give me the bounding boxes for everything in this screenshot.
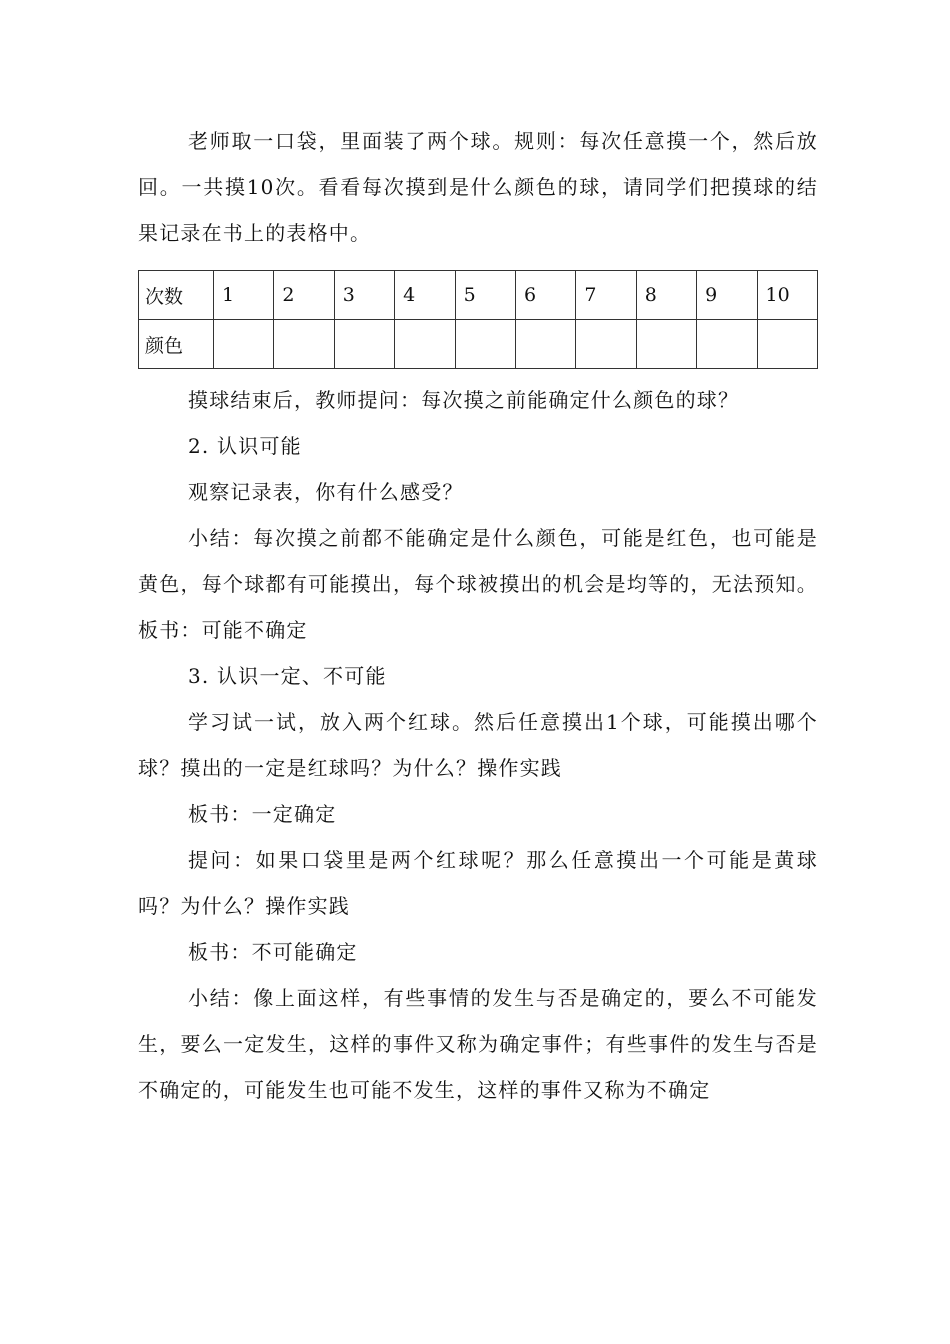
table-row: [139, 320, 818, 369]
table-cell: [636, 320, 696, 369]
table-cell: 5: [455, 271, 515, 320]
table-cell: [274, 320, 334, 369]
table-cell: 2: [274, 271, 334, 320]
table-row-label: 次数: [139, 271, 214, 320]
table-cell: 8: [636, 271, 696, 320]
ball-record-table: [138, 270, 818, 369]
table-cell: [515, 320, 575, 369]
table-cell: [334, 320, 394, 369]
section-heading-certain: 3. 认识一定、不可能: [188, 664, 387, 688]
summary-possible: 小结：每次摸之前都不能确定是什么颜色，可能是红色，也可能是黄色，每个球都有可能摸出，每个球被摸出的机会是均等的，无法预知。板书：可能不确定: [138, 526, 818, 642]
table-row-label: 颜色: [139, 320, 214, 369]
try-it-paragraph: 学习试一试，放入两个红球。然后任意摸出1个球，可能摸出哪个球？摸出的一定是红球吗？为什么？操作实践: [138, 710, 818, 780]
table-cell: [214, 320, 274, 369]
table-cell: [697, 320, 757, 369]
table-cell: 3: [334, 271, 394, 320]
question-red-balls: 提问：如果口袋里是两个红球呢？那么任意摸出一个可能是黄球吗？为什么？操作实践: [138, 848, 818, 918]
section-heading-possible: 2. 认识可能: [188, 434, 302, 458]
board-note-impossible: 板书：不可能确定: [188, 940, 358, 964]
table-cell: [395, 320, 455, 369]
table-cell: 9: [697, 271, 757, 320]
table-cell: 7: [576, 271, 636, 320]
board-note-certain: 板书：一定确定: [188, 802, 337, 826]
summary-events: 小结：像上面这样，有些事情的发生与否是确定的，要么不可能发生，要么一定发生，这样的事件又称为确定事件；有些事件的发生与否是不确定的，可能发生也可能不发生，这样的事件又称为不确定: [138, 986, 818, 1102]
table-cell: 10: [757, 271, 817, 320]
teacher-question: 摸球结束后，教师提问：每次摸之前能确定什么颜色的球？: [188, 388, 740, 412]
table-row: [139, 271, 818, 320]
table-cell: 6: [515, 271, 575, 320]
intro-paragraph: 老师取一口袋，里面装了两个球。规则：每次任意摸一个，然后放回。一共摸10次。看看每次摸到是什么颜色的球，请同学们把摸球的结果记录在书上的表格中。: [138, 129, 818, 245]
table-cell: [455, 320, 515, 369]
observe-question: 观察记录表，你有什么感受？: [188, 480, 464, 504]
table-cell: 1: [214, 271, 274, 320]
document-body: [138, 118, 818, 1113]
table-cell: [576, 320, 636, 369]
table-cell: [757, 320, 817, 369]
table-cell: 4: [395, 271, 455, 320]
